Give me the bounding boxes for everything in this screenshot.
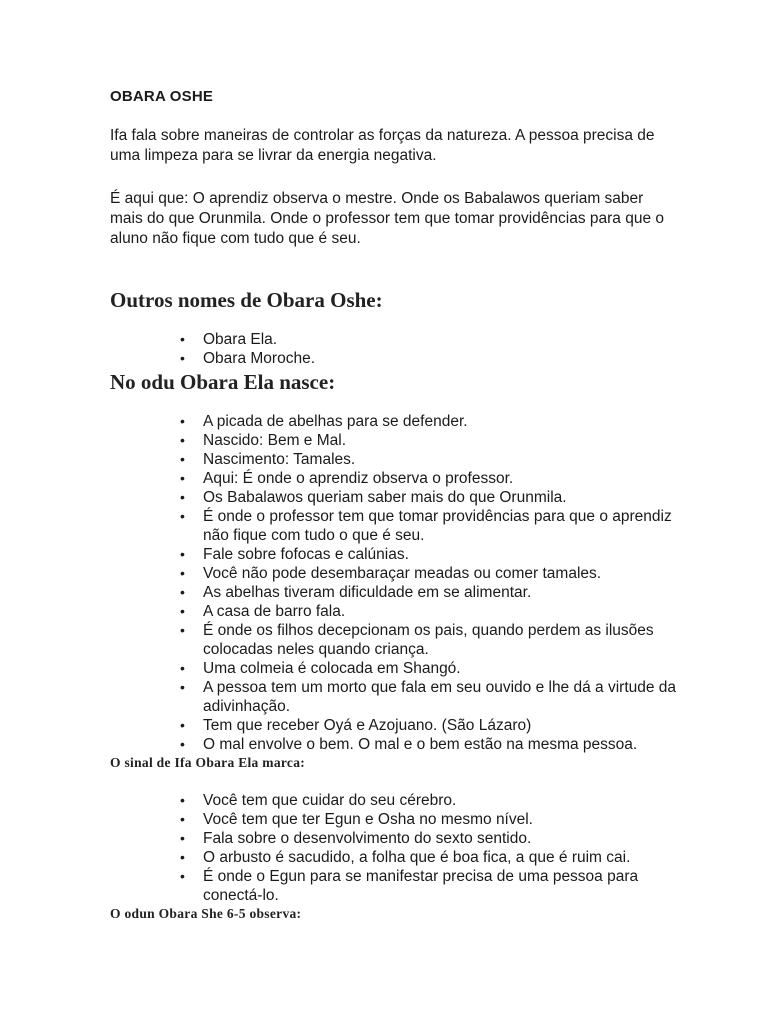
list-item: • A picada de abelhas para se defender. xyxy=(203,412,683,431)
list-item: • Nascimento: Tamales. xyxy=(203,450,683,469)
list-item: • Você tem que ter Egun e Osha no mesmo nível. xyxy=(203,810,683,829)
intro-paragraph-1: Ifa fala sobre maneiras de controlar as forças da natureza. A pessoa precisa de uma limpeza para se livrar da energia negativa. xyxy=(110,127,655,164)
list-item: • É onde os filhos decepcionam os pais, quando perdem as ilusões colocadas neles quando criança. xyxy=(203,621,683,659)
list-item: • O arbusto é sacudido, a folha que é boa fica, a que é ruim cai. xyxy=(203,848,683,867)
intro-paragraph-2: É aqui que: O aprendiz observa o mestre. Onde os Babalawos queriam saber mais do que Orunmila. Onde o professor tem que tomar providências para que o aluno não fique com tudo que é seu. xyxy=(110,190,664,247)
list-item: • Obara Moroche. xyxy=(203,349,683,368)
document-title: OBARA OSHE xyxy=(110,88,214,105)
heading-other-names: Outros nomes de Obara Oshe: xyxy=(110,288,383,312)
list-ifa-sign xyxy=(110,791,683,905)
list-item: • A casa de barro fala. xyxy=(203,602,683,621)
heading-odun-observa: O odun Obara She 6-5 observa: xyxy=(110,906,302,921)
list-item: • É onde o professor tem que tomar providências para que o aprendiz não fique com tudo o que é seu. xyxy=(203,507,683,545)
heading-ifa-sign: O sinal de Ifa Obara Ela marca: xyxy=(110,755,306,770)
list-item: • Aqui: É onde o aprendiz observa o professor. xyxy=(203,469,683,488)
list-item: • Os Babalawos queriam saber mais do que Orunmila. xyxy=(203,488,683,507)
list-item: • Tem que receber Oyá e Azojuano. (São Lázaro) xyxy=(203,716,683,735)
list-other-names xyxy=(110,330,683,368)
list-item: • Você não pode desembaraçar meadas ou comer tamales. xyxy=(203,564,683,583)
list-item: • O mal envolve o bem. O mal e o bem estão na mesma pessoa. xyxy=(203,735,683,754)
list-odu-born xyxy=(110,412,683,754)
heading-odu-born: No odu Obara Ela nasce: xyxy=(110,370,336,394)
list-item: • A pessoa tem um morto que fala em seu ouvido e lhe dá a virtude da adivinhação. xyxy=(203,678,683,716)
list-item: • É onde o Egun para se manifestar precisa de uma pessoa para conectá-lo. xyxy=(203,867,683,905)
list-item: • As abelhas tiveram dificuldade em se alimentar. xyxy=(203,583,683,602)
list-item: • Fala sobre o desenvolvimento do sexto sentido. xyxy=(203,829,683,848)
list-item: • Nascido: Bem e Mal. xyxy=(203,431,683,450)
list-item: • Você tem que cuidar do seu cérebro. xyxy=(203,791,683,810)
list-item: • Uma colmeia é colocada em Shangó. xyxy=(203,659,683,678)
list-item: • Fale sobre fofocas e calúnias. xyxy=(203,545,683,564)
list-item: • Obara Ela. xyxy=(203,330,683,349)
